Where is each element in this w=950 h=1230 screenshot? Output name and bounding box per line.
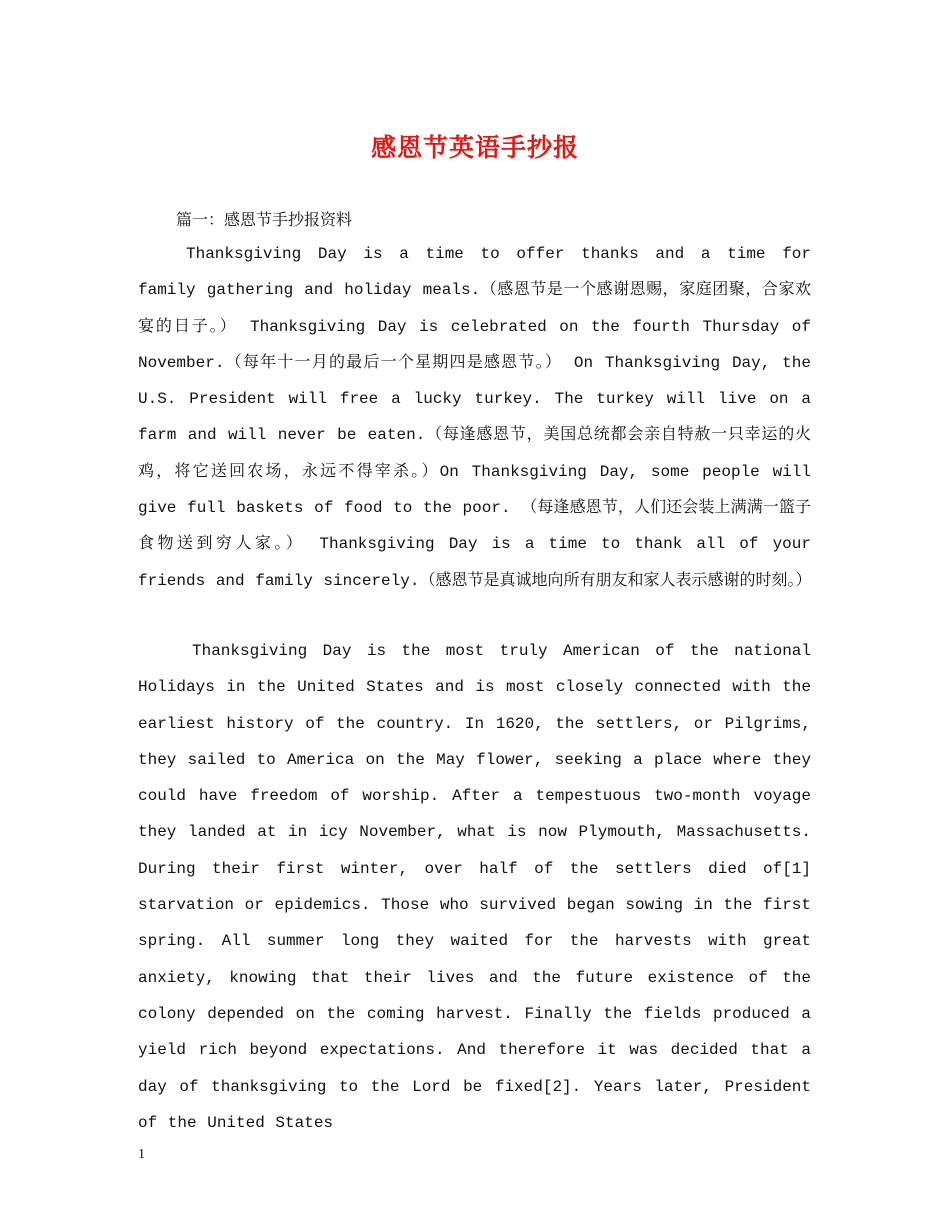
paragraph-1: Thanksgiving Day is a time to offer thanks and a time for family gathering and holiday meals.（感恩节是一个感谢恩赐，家庭团聚，合家欢宴的日子。） Thanksgiving Day is celebrated on the fourth Thursday of November.（每年十一月的最后一个星期四是感恩节。） On Thanksgiving Day, the U.S. President will free a lucky turkey. The turkey will live on a farm and will never be eaten.（每逢感恩节，美国总统都会亲自特赦一只幸运的火鸡，将它送回农场，永远不得宰杀。）On Thanksgiving Day, some people will give full baskets of food to the poor. （每逢感恩节，人们还会装上满满一篮子食物送到穷人家。） Thanksgiving Day is a time to thank all of your friends and family sincerely.（感恩节是真诚地向所有朋友和家人表示感谢的时刻。） [138,245,812,590]
section-heading: 篇一：感恩节手抄报资料 [176,210,353,229]
page-number: 1 [138,1147,145,1162]
paragraph-2: Thanksgiving Day is the most truly American of the national Holidays in the United States and is most closely connected with the earliest history of the country. In 1620, the settlers, or Pilgrims, they sailed to America on the May flower, seeking a place where they could have freedom of worship. After a tempestuous two-month voyage they landed at in icy November, what is now Plymouth, Massachusetts. During their first winter, over half of the settlers died of[1] starvation or epidemics. Those who survived began sowing in the first spring. All summer long they waited for the harvests with great anxiety, knowing that their lives and the future existence of the colony depended on the coming harvest. Finally the fields produced a yield rich beyond expectations. And therefore it was decided that a day of thanksgiving to the Lord be fixed[2]. Years later, President of the United States [138,642,811,1132]
document-title: 感恩节英语手抄报 [370,133,579,162]
